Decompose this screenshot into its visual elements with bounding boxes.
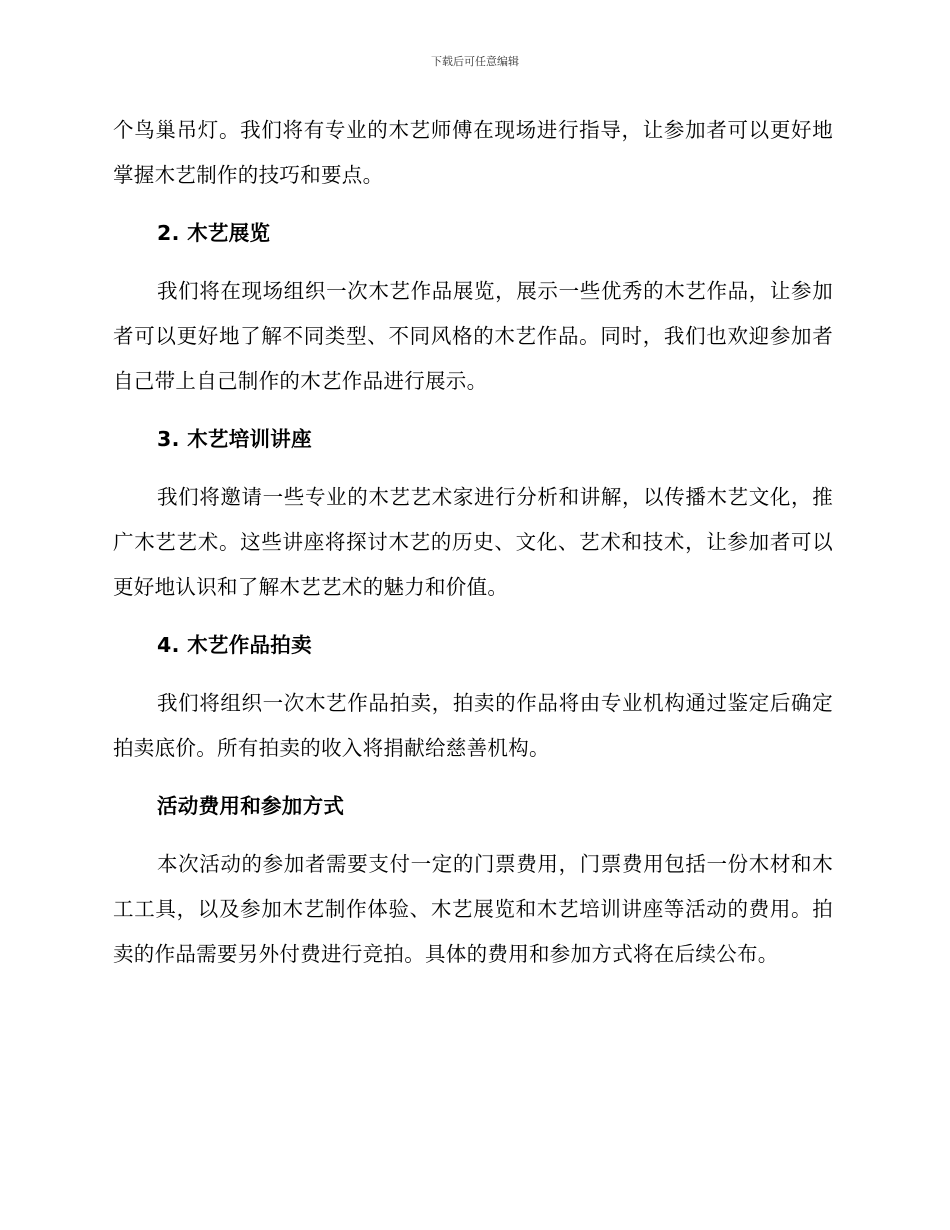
exhibition-paragraph: 我们将在现场组织一次木艺作品展览，展示一些优秀的木艺作品，让参加者可以更好地了解不同类型、不同风格的木艺作品。同时，我们也欢迎参加者自己带上自己制作的木艺作品进行展示。: [113, 279, 833, 393]
lecture-heading: 3. 木艺培训讲座: [157, 427, 312, 451]
lecture-paragraph: 我们将邀请一些专业的木艺艺术家进行分析和讲解，以传播木艺文化，推广木艺艺术。这些讲座将探讨木艺的历史、文化、艺术和技术，让参加者可以更好地认识和了解木艺艺术的魅力和价值。: [113, 485, 833, 599]
exhibition-heading: 2. 木艺展览: [157, 221, 271, 245]
fees-paragraph: 本次活动的参加者需要支付一定的门票费用，门票费用包括一份木材和木工工具，以及参加木艺制作体验、木艺展览和木艺培训讲座等活动的费用。拍卖的作品需要另外付费进行竞拍。具体的费用和参加方式将在后续公布。: [113, 852, 833, 966]
auction-heading: 4. 木艺作品拍卖: [157, 633, 312, 657]
auction-paragraph: 我们将组织一次木艺作品拍卖，拍卖的作品将由专业机构通过鉴定后确定拍卖底价。所有拍卖的收入将捐献给慈善机构。: [113, 691, 833, 760]
page-header-note: 下载后可任意编辑: [431, 55, 519, 68]
document-body: [113, 108, 833, 977]
intro-continued-paragraph: 个鸟巢吊灯。我们将有专业的木艺师傅在现场进行指导，让参加者可以更好地掌握木艺制作的技巧和要点。: [113, 118, 833, 187]
fees-heading: 活动费用和参加方式: [157, 794, 345, 818]
